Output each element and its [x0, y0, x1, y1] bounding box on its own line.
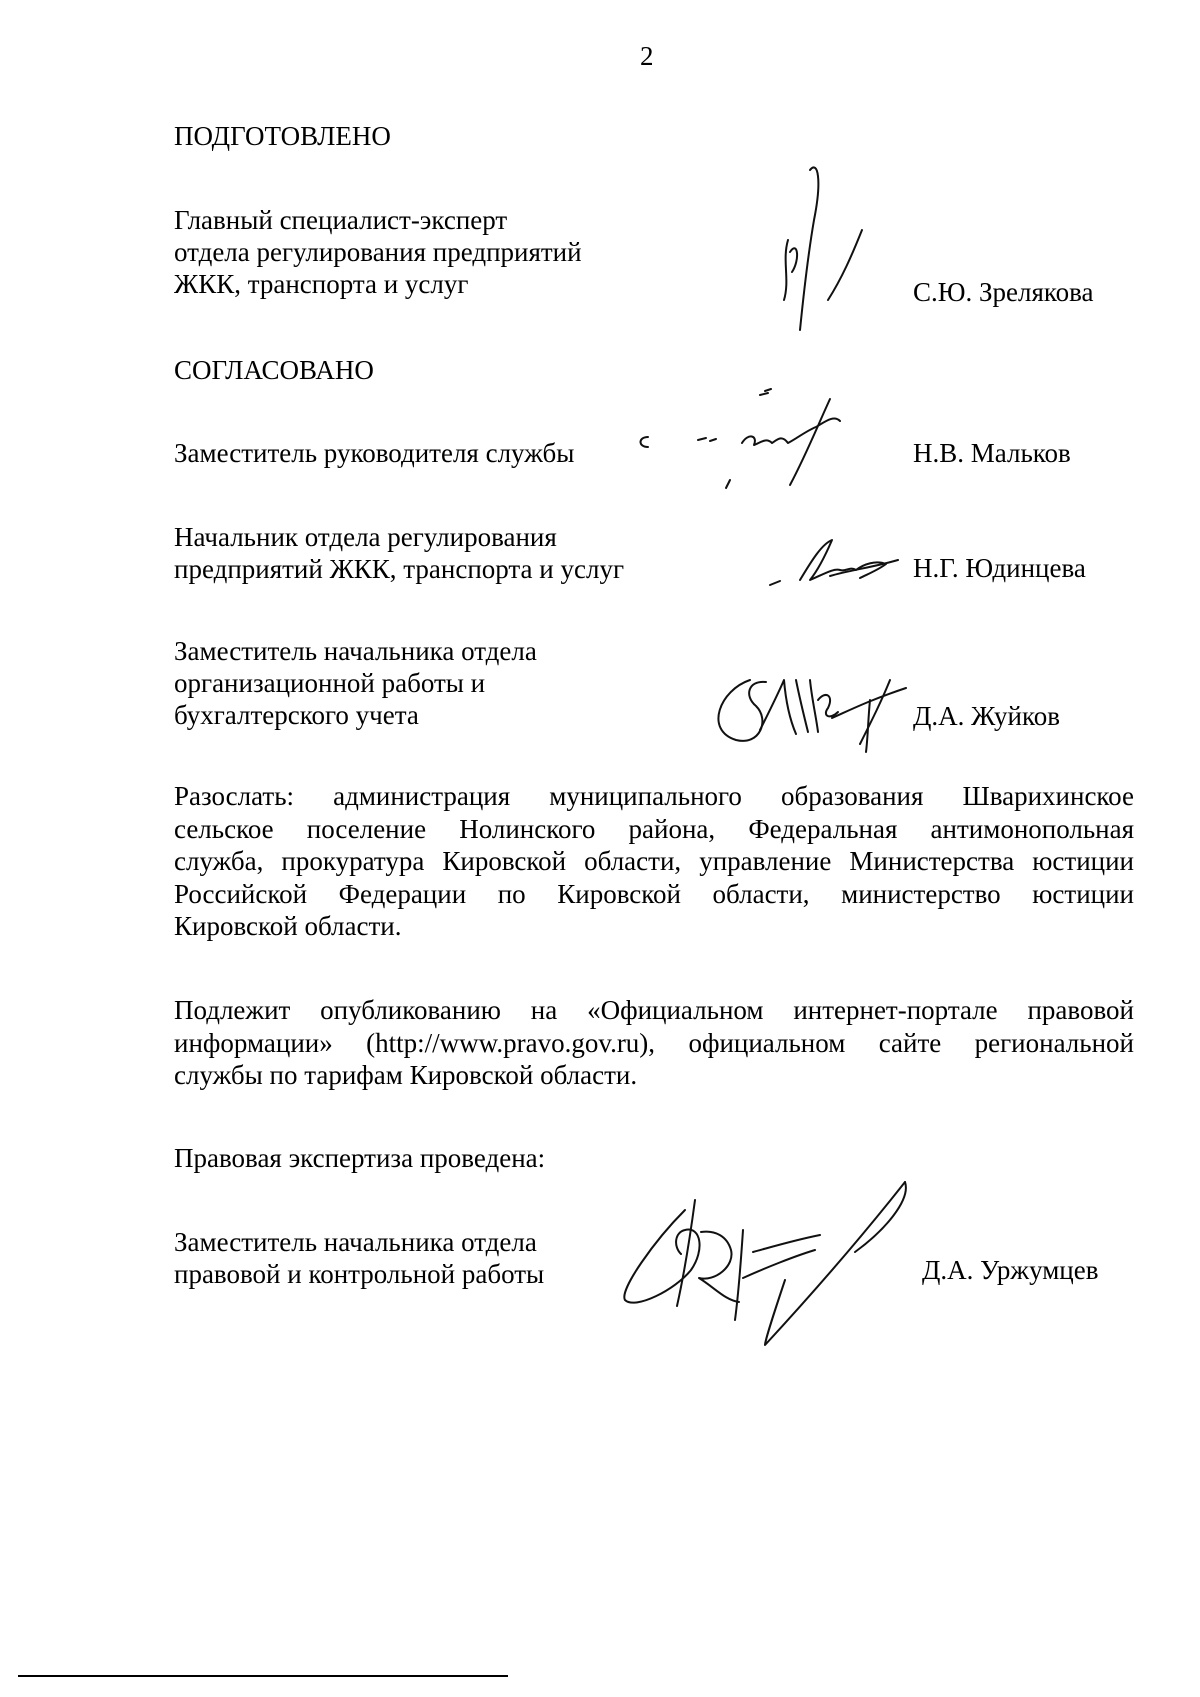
agreed-position-line: организационной работы и — [174, 668, 486, 698]
agreed-position-1 — [174, 437, 574, 469]
signature-yudintseva — [760, 530, 920, 600]
agreed-position-line: предприятий ЖКК, транспорта и услуг — [174, 554, 625, 584]
agreed-position-line: бухгалтерского учета — [174, 700, 419, 730]
signature-zrelyakova — [770, 160, 880, 340]
legal-review-position — [174, 1226, 544, 1290]
legal-review-heading: Правовая экспертиза проведена: — [174, 1143, 546, 1173]
signature-zhuykov — [700, 660, 920, 760]
distribution-paragraph — [174, 780, 1134, 943]
legal-review-name: Д.А. Уржумцев — [922, 1255, 1099, 1285]
agreed-position-line: Заместитель начальника отдела — [174, 636, 537, 666]
agreed-position-line: Начальник отдела регулирования — [174, 522, 557, 552]
prepared-position-line: отдела регулирования предприятий — [174, 237, 582, 267]
footer-rule — [18, 1675, 508, 1677]
prepared-position — [174, 204, 582, 300]
publication-line: информации» (http://www.pravo.gov.ru), официальном сайте региональной — [174, 1027, 1134, 1058]
agreed-name-2: Н.Г. Юдинцева — [913, 553, 1086, 583]
agreed-name-1: Н.В. Мальков — [913, 438, 1071, 468]
distribution-line: Кировской области. — [174, 911, 402, 941]
agreed-position-3 — [174, 635, 537, 731]
prepared-position-line: ЖКК, транспорта и услуг — [174, 269, 469, 299]
agreed-position-2 — [174, 521, 624, 585]
publication-line: службы по тарифам Кировской области. — [174, 1060, 638, 1090]
agreed-position-line: Заместитель руководителя службы — [174, 438, 575, 468]
prepared-position-line: Главный специалист-эксперт — [174, 205, 508, 235]
agreed-name-3: Д.А. Жуйков — [913, 701, 1060, 731]
distribution-line: сельское поселение Нолинского района, Федеральная антимонопольная — [174, 813, 1134, 844]
legal-review-position-line: Заместитель начальника отдела — [174, 1227, 537, 1257]
prepared-heading: ПОДГОТОВЛЕНО — [174, 121, 391, 151]
distribution-line: Российской Федерации по Кировской области, министерство юстиции — [174, 878, 1134, 909]
legal-review-position-line: правовой и контрольной работы — [174, 1259, 545, 1289]
page-number: 2 — [640, 41, 654, 71]
agreed-heading: СОГЛАСОВАНО — [174, 355, 374, 385]
distribution-line: служба, прокуратура Кировской области, управление Министерства юстиции — [174, 846, 1134, 876]
signature-malkov — [630, 385, 920, 495]
publication-line: Подлежит опубликованию на «Официальном интернет-портале правовой — [174, 995, 1134, 1025]
distribution-line: Разослать: администрация муниципального образования Шварихинское — [174, 781, 1134, 811]
publication-paragraph — [174, 994, 1134, 1092]
prepared-name: С.Ю. Зрелякова — [913, 277, 1094, 307]
signature-urzhumtsev — [615, 1170, 925, 1350]
